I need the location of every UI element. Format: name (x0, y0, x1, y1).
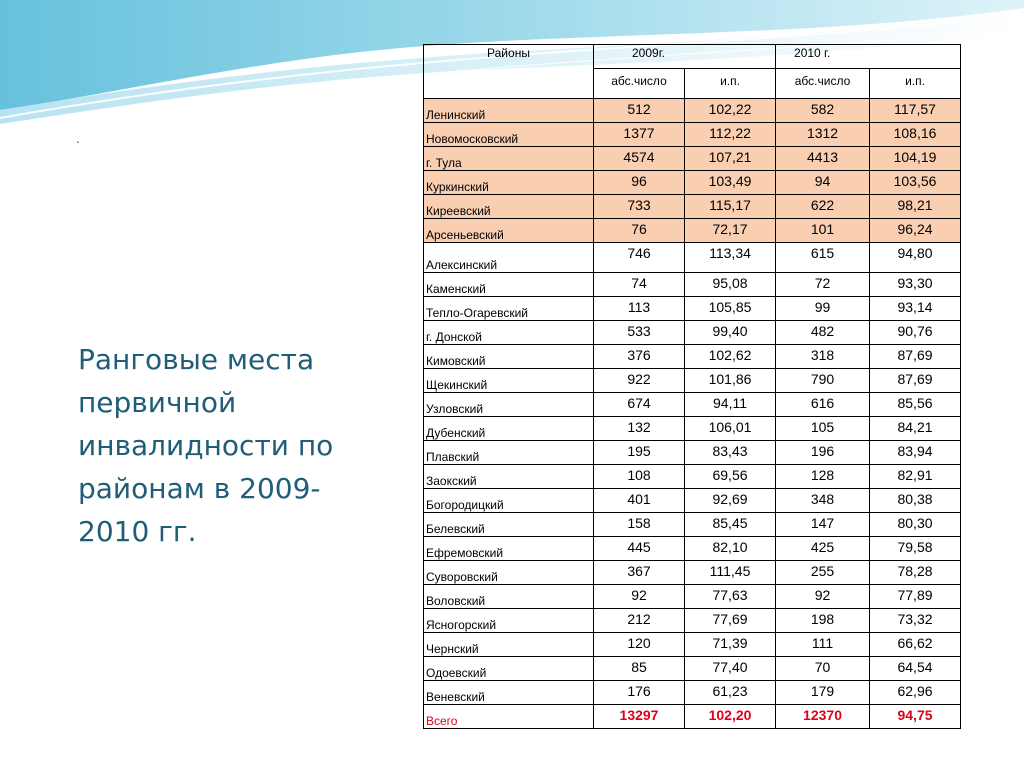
header-ip-2010: и.п. (870, 69, 961, 99)
ip-2010: 64,54 (870, 657, 961, 681)
ip-2009: 92,69 (685, 489, 776, 513)
table-row (424, 147, 961, 171)
total-abs-2010: 12370 (776, 705, 870, 729)
district-name: Киреевский (424, 195, 594, 219)
ip-2010: 108,16 (870, 123, 961, 147)
ip-2010: 78,28 (870, 561, 961, 585)
ip-2009: 61,23 (685, 681, 776, 705)
total-row (424, 705, 961, 729)
table-row (424, 345, 961, 369)
abs-2009: 4574 (594, 147, 685, 171)
district-name: Кимовский (424, 345, 594, 369)
abs-2010: 4413 (776, 147, 870, 171)
abs-2010: 582 (776, 99, 870, 123)
ip-2010: 103,56 (870, 171, 961, 195)
ip-2009: 77,69 (685, 609, 776, 633)
abs-2009: 367 (594, 561, 685, 585)
district-name: Богородицкий (424, 489, 594, 513)
abs-2009: 85 (594, 657, 685, 681)
ip-2010: 96,24 (870, 219, 961, 243)
table-row (424, 537, 961, 561)
ip-2009: 95,08 (685, 273, 776, 297)
table-row (424, 321, 961, 345)
abs-2010: 147 (776, 513, 870, 537)
abs-2009: 108 (594, 465, 685, 489)
total-ip-2009: 102,20 (685, 705, 776, 729)
abs-2010: 425 (776, 537, 870, 561)
district-name: Одоевский (424, 657, 594, 681)
district-name: Белевский (424, 513, 594, 537)
table-row (424, 123, 961, 147)
ip-2009: 99,40 (685, 321, 776, 345)
district-name: Заокский (424, 465, 594, 489)
ip-2009: 111,45 (685, 561, 776, 585)
table-row (424, 297, 961, 321)
abs-2009: 120 (594, 633, 685, 657)
table-row (424, 219, 961, 243)
abs-2010: 179 (776, 681, 870, 705)
table-row (424, 657, 961, 681)
ip-2010: 83,94 (870, 441, 961, 465)
table-row (424, 561, 961, 585)
ip-2009: 106,01 (685, 417, 776, 441)
ip-2010: 87,69 (870, 345, 961, 369)
ip-2009: 77,40 (685, 657, 776, 681)
abs-2010: 615 (776, 243, 870, 273)
table-row (424, 489, 961, 513)
abs-2010: 1312 (776, 123, 870, 147)
table-row (424, 609, 961, 633)
header-districts: Районы (424, 45, 594, 99)
abs-2010: 94 (776, 171, 870, 195)
header-year-2009: 2009г. (594, 45, 776, 69)
table-row (424, 195, 961, 219)
abs-2009: 674 (594, 393, 685, 417)
table-row (424, 633, 961, 657)
table-body (424, 99, 961, 729)
district-name: Ефремовский (424, 537, 594, 561)
abs-2009: 96 (594, 171, 685, 195)
abs-2009: 212 (594, 609, 685, 633)
abs-2009: 76 (594, 219, 685, 243)
abs-2009: 401 (594, 489, 685, 513)
district-name: Каменский (424, 273, 594, 297)
abs-2010: 128 (776, 465, 870, 489)
ip-2010: 117,57 (870, 99, 961, 123)
district-name: Ясногорский (424, 609, 594, 633)
district-name: Чернский (424, 633, 594, 657)
table-row (424, 393, 961, 417)
ip-2009: 102,62 (685, 345, 776, 369)
abs-2009: 512 (594, 99, 685, 123)
table-row (424, 273, 961, 297)
ip-2009: 112,22 (685, 123, 776, 147)
table-row (424, 513, 961, 537)
abs-2010: 318 (776, 345, 870, 369)
ip-2010: 84,21 (870, 417, 961, 441)
abs-2009: 176 (594, 681, 685, 705)
ip-2010: 82,91 (870, 465, 961, 489)
table-row (424, 441, 961, 465)
ip-2009: 101,86 (685, 369, 776, 393)
abs-2009: 733 (594, 195, 685, 219)
ip-2010: 66,62 (870, 633, 961, 657)
ip-2009: 83,43 (685, 441, 776, 465)
total-ip-2010: 94,75 (870, 705, 961, 729)
abs-2009: 746 (594, 243, 685, 273)
ip-2009: 103,49 (685, 171, 776, 195)
table-row (424, 465, 961, 489)
district-name: Плавский (424, 441, 594, 465)
header-ip-2009: и.п. (685, 69, 776, 99)
district-name: Ленинский (424, 99, 594, 123)
slide-title: Ранговые места первичной инвалидности по районам в 2009-2010 гг. (78, 343, 334, 548)
district-name: г. Тула (424, 147, 594, 171)
ip-2010: 79,58 (870, 537, 961, 561)
table-row (424, 417, 961, 441)
abs-2010: 105 (776, 417, 870, 441)
abs-2010: 255 (776, 561, 870, 585)
total-label: Всего (424, 705, 594, 729)
ip-2010: 80,30 (870, 513, 961, 537)
ip-2010: 93,14 (870, 297, 961, 321)
abs-2010: 348 (776, 489, 870, 513)
abs-2009: 132 (594, 417, 685, 441)
abs-2009: 74 (594, 273, 685, 297)
ip-2009: 94,11 (685, 393, 776, 417)
district-name: Новомосковский (424, 123, 594, 147)
district-name: Алексинский (424, 243, 594, 273)
ip-2009: 85,45 (685, 513, 776, 537)
ip-2009: 115,17 (685, 195, 776, 219)
ip-2010: 90,76 (870, 321, 961, 345)
ip-2010: 94,80 (870, 243, 961, 273)
ip-2010: 73,32 (870, 609, 961, 633)
table-row (424, 369, 961, 393)
abs-2010: 99 (776, 297, 870, 321)
abs-2010: 616 (776, 393, 870, 417)
slide-bullet: . (76, 130, 80, 146)
ip-2010: 62,96 (870, 681, 961, 705)
header-row-years (424, 45, 961, 69)
header-abs-2010: абс.число (776, 69, 870, 99)
table-row (424, 99, 961, 123)
abs-2010: 198 (776, 609, 870, 633)
table-row (424, 585, 961, 609)
district-name: Щекинский (424, 369, 594, 393)
ip-2009: 82,10 (685, 537, 776, 561)
ip-2009: 71,39 (685, 633, 776, 657)
table-row (424, 243, 961, 273)
header-year-2010: 2010 г. (776, 45, 961, 69)
abs-2009: 195 (594, 441, 685, 465)
abs-2009: 533 (594, 321, 685, 345)
abs-2009: 1377 (594, 123, 685, 147)
abs-2010: 70 (776, 657, 870, 681)
district-name: Веневский (424, 681, 594, 705)
abs-2010: 72 (776, 273, 870, 297)
ip-2009: 69,56 (685, 465, 776, 489)
abs-2010: 111 (776, 633, 870, 657)
district-name: Арсеньевский (424, 219, 594, 243)
ip-2009: 105,85 (685, 297, 776, 321)
table-row (424, 681, 961, 705)
ip-2010: 93,30 (870, 273, 961, 297)
abs-2009: 158 (594, 513, 685, 537)
abs-2009: 445 (594, 537, 685, 561)
ip-2009: 72,17 (685, 219, 776, 243)
abs-2009: 376 (594, 345, 685, 369)
abs-2010: 101 (776, 219, 870, 243)
district-name: Куркинский (424, 171, 594, 195)
ip-2009: 102,22 (685, 99, 776, 123)
district-name: г. Донской (424, 321, 594, 345)
header-abs-2009: абс.число (594, 69, 685, 99)
abs-2010: 92 (776, 585, 870, 609)
ip-2010: 87,69 (870, 369, 961, 393)
ip-2009: 113,34 (685, 243, 776, 273)
ip-2010: 98,21 (870, 195, 961, 219)
abs-2009: 92 (594, 585, 685, 609)
abs-2010: 790 (776, 369, 870, 393)
ip-2010: 77,89 (870, 585, 961, 609)
abs-2010: 196 (776, 441, 870, 465)
total-abs-2009: 13297 (594, 705, 685, 729)
abs-2009: 922 (594, 369, 685, 393)
district-name: Узловский (424, 393, 594, 417)
ip-2010: 85,56 (870, 393, 961, 417)
abs-2010: 482 (776, 321, 870, 345)
district-name: Тепло-Огаревский (424, 297, 594, 321)
disability-ranking-table (423, 44, 961, 729)
ip-2009: 77,63 (685, 585, 776, 609)
district-name: Суворовский (424, 561, 594, 585)
ip-2009: 107,21 (685, 147, 776, 171)
district-name: Воловский (424, 585, 594, 609)
table-row (424, 171, 961, 195)
abs-2010: 622 (776, 195, 870, 219)
ip-2010: 104,19 (870, 147, 961, 171)
abs-2009: 113 (594, 297, 685, 321)
ip-2010: 80,38 (870, 489, 961, 513)
district-name: Дубенский (424, 417, 594, 441)
